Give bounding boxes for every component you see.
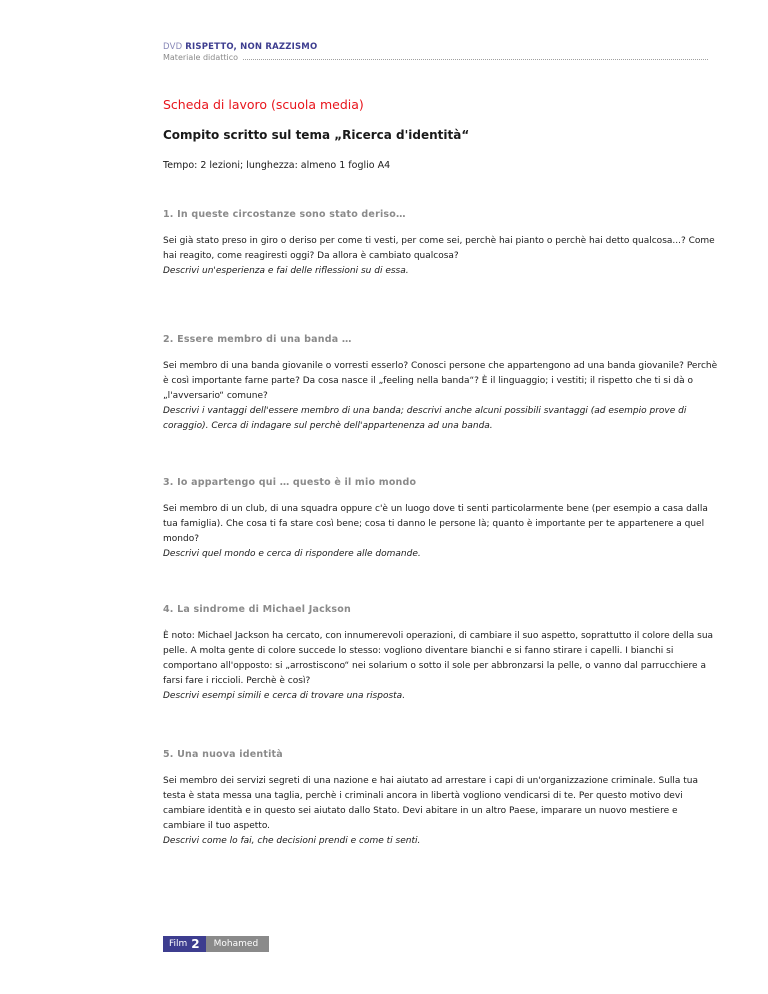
section-instruction: Descrivi un'esperienza e fai delle riflessioni su di essa. xyxy=(163,266,409,276)
page-header xyxy=(163,42,708,62)
section-5 xyxy=(163,749,719,849)
section-heading: 4. La sindrome di Michael Jackson xyxy=(163,604,351,615)
sheet-title: Scheda di lavoro (scuola media) xyxy=(163,97,364,112)
section-body: Sei membro di un club, di una squadra oppure c'è un luogo dove ti senti particolarmente bene (per esempio a casa dalla tua famiglia). Che cosa ti fa stare così bene; cosa ti danno le persone là; quanto è importante per te appartenere a quel mondo? xyxy=(163,504,708,544)
section-heading: 5. Una nuova identità xyxy=(163,749,283,760)
section-heading: 3. Io appartengo qui … questo è il mio mondo xyxy=(163,477,417,488)
header-dotted-rule xyxy=(243,59,708,60)
section-heading: 1. In queste circostanze sono stato deriso… xyxy=(163,209,406,220)
section-1 xyxy=(163,209,719,279)
section-body: Sei membro di una banda giovanile o vorresti esserlo? Conosci persone che appartengono ad una banda giovanile? Perchè è così importante farne parte? Da cosa nasce il „feeling nella banda“? È il linguaggio; i vestiti; il rispetto che ti si dà o „l'avversario“ comune? xyxy=(163,361,718,401)
section-body: Sei membro dei servizi segreti di una nazione e hai aiutato ad arrestare i capi di un'organizzazione criminale. Sulla tua testa è stata messa una taglia, perchè i criminali ancora in libertà vogliono vendicarsi di te. Per questo motivo devi cambiare identità e in questo sei aiutato dallo Stato. Devi abitare in un altro Paese, imparare un nuovo mestiere e cambiare il tuo aspetto. xyxy=(163,776,699,831)
film-label: Film xyxy=(169,939,188,949)
section-instruction: Descrivi quel mondo e cerca di rispondere alle domande. xyxy=(163,549,421,559)
section-heading: 2. Essere membro di una banda … xyxy=(163,334,352,345)
section-body: Sei già stato preso in giro o deriso per come ti vesti, per come sei, perchè hai pianto o perchè hai detto qualcosa...? Come hai reagito, come reagiresti oggi? Da allora è cambiato qualcosa? xyxy=(163,236,715,261)
header-subtitle: Materiale didattico xyxy=(163,53,239,62)
section-instruction: Descrivi come lo fai, che decisioni prendi e come ti senti. xyxy=(163,836,421,846)
section-2 xyxy=(163,334,719,434)
section-instruction: Descrivi i vantaggi dell'essere membro di una banda; descrivi anche alcuni possibili svantaggi (ad esempio prove di coraggio). Cerca di indagare sul perchè dell'appartenenza ad una banda. xyxy=(163,406,687,431)
section-body: È noto: Michael Jackson ha cercato, con innumerevoli operazioni, di cambiare il suo aspetto, soprattutto il colore della sua pelle. A molta gente di colore succede lo stesso: vogliono diventare bianchi e si fanno stirare i capelli. I bianchi si comportano all'opposto: si „arrostiscono“ nei solarium o sotto il sole per abbronzarsi la pelle, o vanno dal parrucchiere a farsi fare i riccioli. Perchè è così? xyxy=(163,631,714,686)
dvd-prefix: DVD xyxy=(163,42,183,52)
section-instruction: Descrivi esempi simili e cerca di trovare una risposta. xyxy=(163,691,406,701)
dvd-title-line xyxy=(163,42,708,52)
film-number: 2 xyxy=(191,937,200,951)
section-3 xyxy=(163,477,719,562)
worksheet-content xyxy=(163,97,719,846)
section-4 xyxy=(163,604,719,704)
time-info: Tempo: 2 lezioni; lunghezza: almeno 1 foglio A4 xyxy=(163,160,391,171)
dvd-title: RISPETTO, NON RAZZISMO xyxy=(185,42,318,52)
task-title: Compito scritto sul tema „Ricerca d'identità“ xyxy=(163,128,470,142)
page-footer xyxy=(163,936,269,952)
film-name: Mohamed xyxy=(206,936,269,952)
film-badge xyxy=(163,936,206,952)
header-subtitle-line xyxy=(163,53,708,62)
